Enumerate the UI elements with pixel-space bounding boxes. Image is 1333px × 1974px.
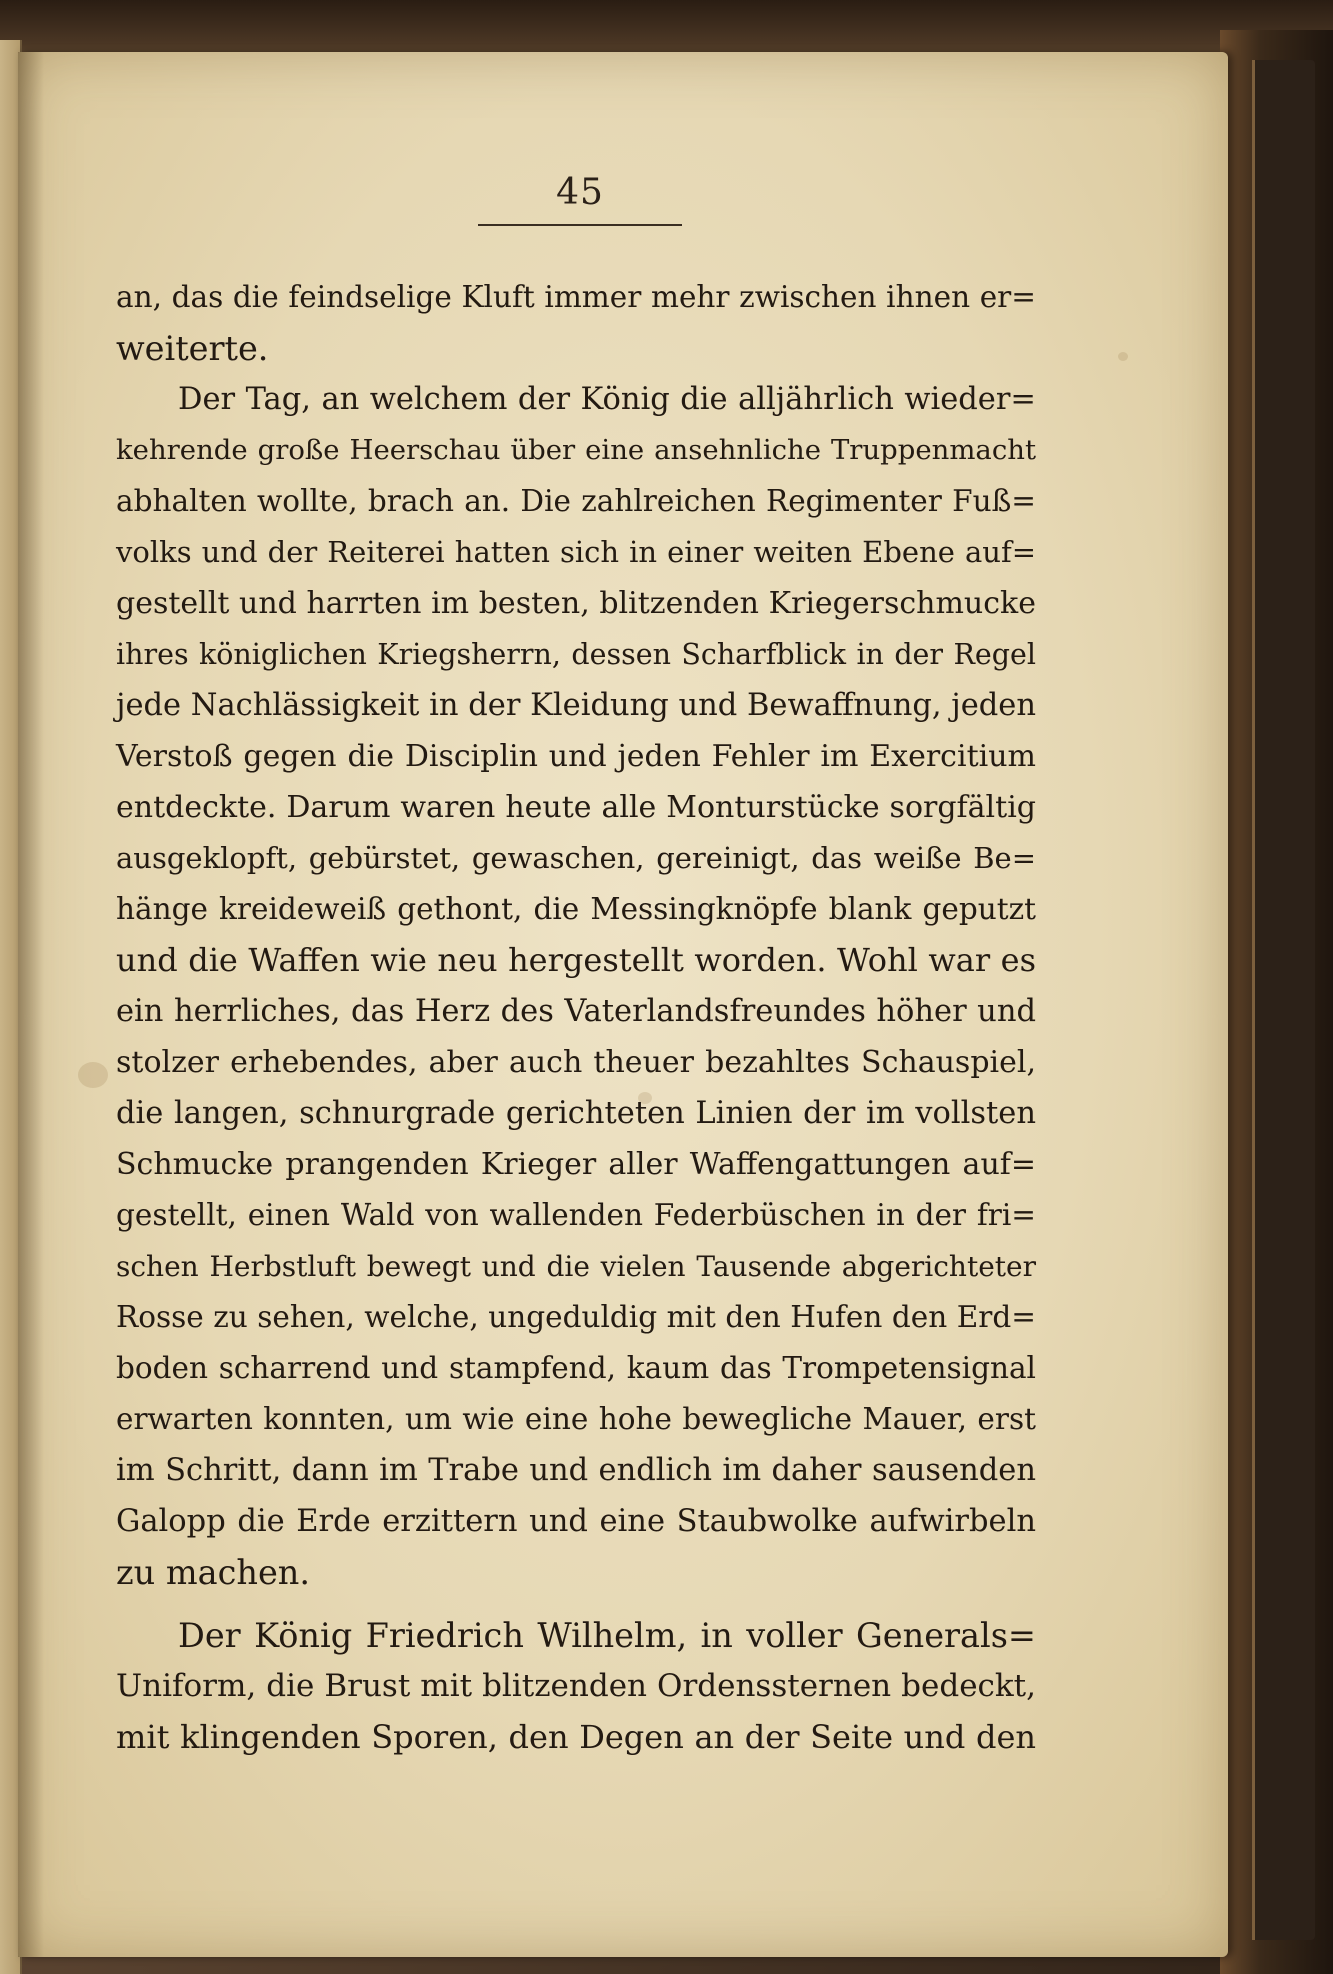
paragraph: [116, 374, 1036, 1598]
text-line: im Schritt, dann im Trabe und endlich im daher sausenden: [116, 1453, 1036, 1488]
text-line: und die Waffen wie neu hergestellt worden. Wohl war es: [116, 941, 1036, 979]
text-line: ein herrliches, das Herz des Vaterlandsfreundes höher und: [116, 994, 1036, 1029]
text-line: Rosse zu sehen, welche, ungeduldig mit den Hufen den Erd=: [116, 1300, 1036, 1334]
text-line: zu machen.: [116, 1553, 310, 1592]
paragraph-gap: [116, 1598, 1036, 1610]
paragraph: [116, 1610, 1036, 1763]
page-number: 45: [556, 172, 604, 213]
text-line: abhalten wollte, brach an. Die zahlreichen Regimenter Fuß=: [116, 484, 1036, 518]
foxing-spot: [78, 1062, 108, 1088]
text-line: kehrende große Heerschau über eine ansehnliche Truppenmacht: [116, 434, 1036, 466]
text-line: Der König Friedrich Wilhelm, in voller Generals=: [178, 1616, 1036, 1655]
text-line: gestellt, einen Wald von wallenden Federbüschen in der fri=: [116, 1198, 1036, 1232]
text-line: jede Nachlässigkeit in der Kleidung und Bewaffnung, jeden: [116, 688, 1036, 723]
text-line: Schmucke prangenden Krieger aller Waffengattungen auf=: [116, 1147, 1036, 1182]
text-line: hänge kreideweiß gethont, die Messingknöpfe blank geputzt: [116, 892, 1036, 926]
cover-board: [1252, 60, 1315, 1940]
text-line: entdeckte. Darum waren heute alle Monturstücke sorgfältig: [116, 790, 1036, 825]
text-line: an, das die feindselige Kluft immer mehr zwischen ihnen er=: [116, 280, 1036, 314]
paragraph: [116, 272, 1036, 374]
text-line: schen Herbstluft bewegt und die vielen Tausende abgerichteter: [116, 1250, 1036, 1283]
header-rule: [478, 224, 682, 226]
text-line: ausgeklopft, gebürstet, gewaschen, gereinigt, das weiße Be=: [116, 841, 1036, 875]
text-line: stolzer erhebendes, aber auch theuer bezahltes Schauspiel,: [116, 1045, 1036, 1080]
text-line: Verstoß gegen die Disciplin und jeden Fehler im Exercitium: [116, 739, 1036, 774]
text-line: boden scharrend und stampfend, kaum das Trompetensignal: [116, 1351, 1036, 1385]
page-text: [116, 272, 1036, 1763]
spine-shadow: [18, 52, 44, 1957]
text-line: Der Tag, an welchem der König die alljährlich wieder=: [178, 382, 1036, 417]
text-line: volks und der Reiterei hatten sich in einer weiten Ebene auf=: [116, 535, 1036, 569]
text-line: die langen, schnurgrade gerichteten Linien der im vollsten: [116, 1096, 1036, 1131]
text-line: gestellt und harrten im besten, blitzenden Kriegerschmucke: [116, 586, 1036, 621]
text-line: ihres königlichen Kriegsherrn, dessen Scharfblick in der Regel: [116, 638, 1036, 671]
text-line: Uniform, die Brust mit blitzenden Ordenssternen bedeckt,: [116, 1668, 1036, 1704]
text-line: Galopp die Erde erzittern und eine Staubwolke aufwirbeln: [116, 1504, 1036, 1539]
foxing-spot: [1118, 352, 1128, 361]
text-line: erwarten konnten, um wie eine hohe bewegliche Mauer, erst: [116, 1402, 1036, 1436]
text-line: mit klingenden Sporen, den Degen an der Seite und den: [116, 1718, 1036, 1756]
text-line: weiterte.: [116, 329, 269, 368]
